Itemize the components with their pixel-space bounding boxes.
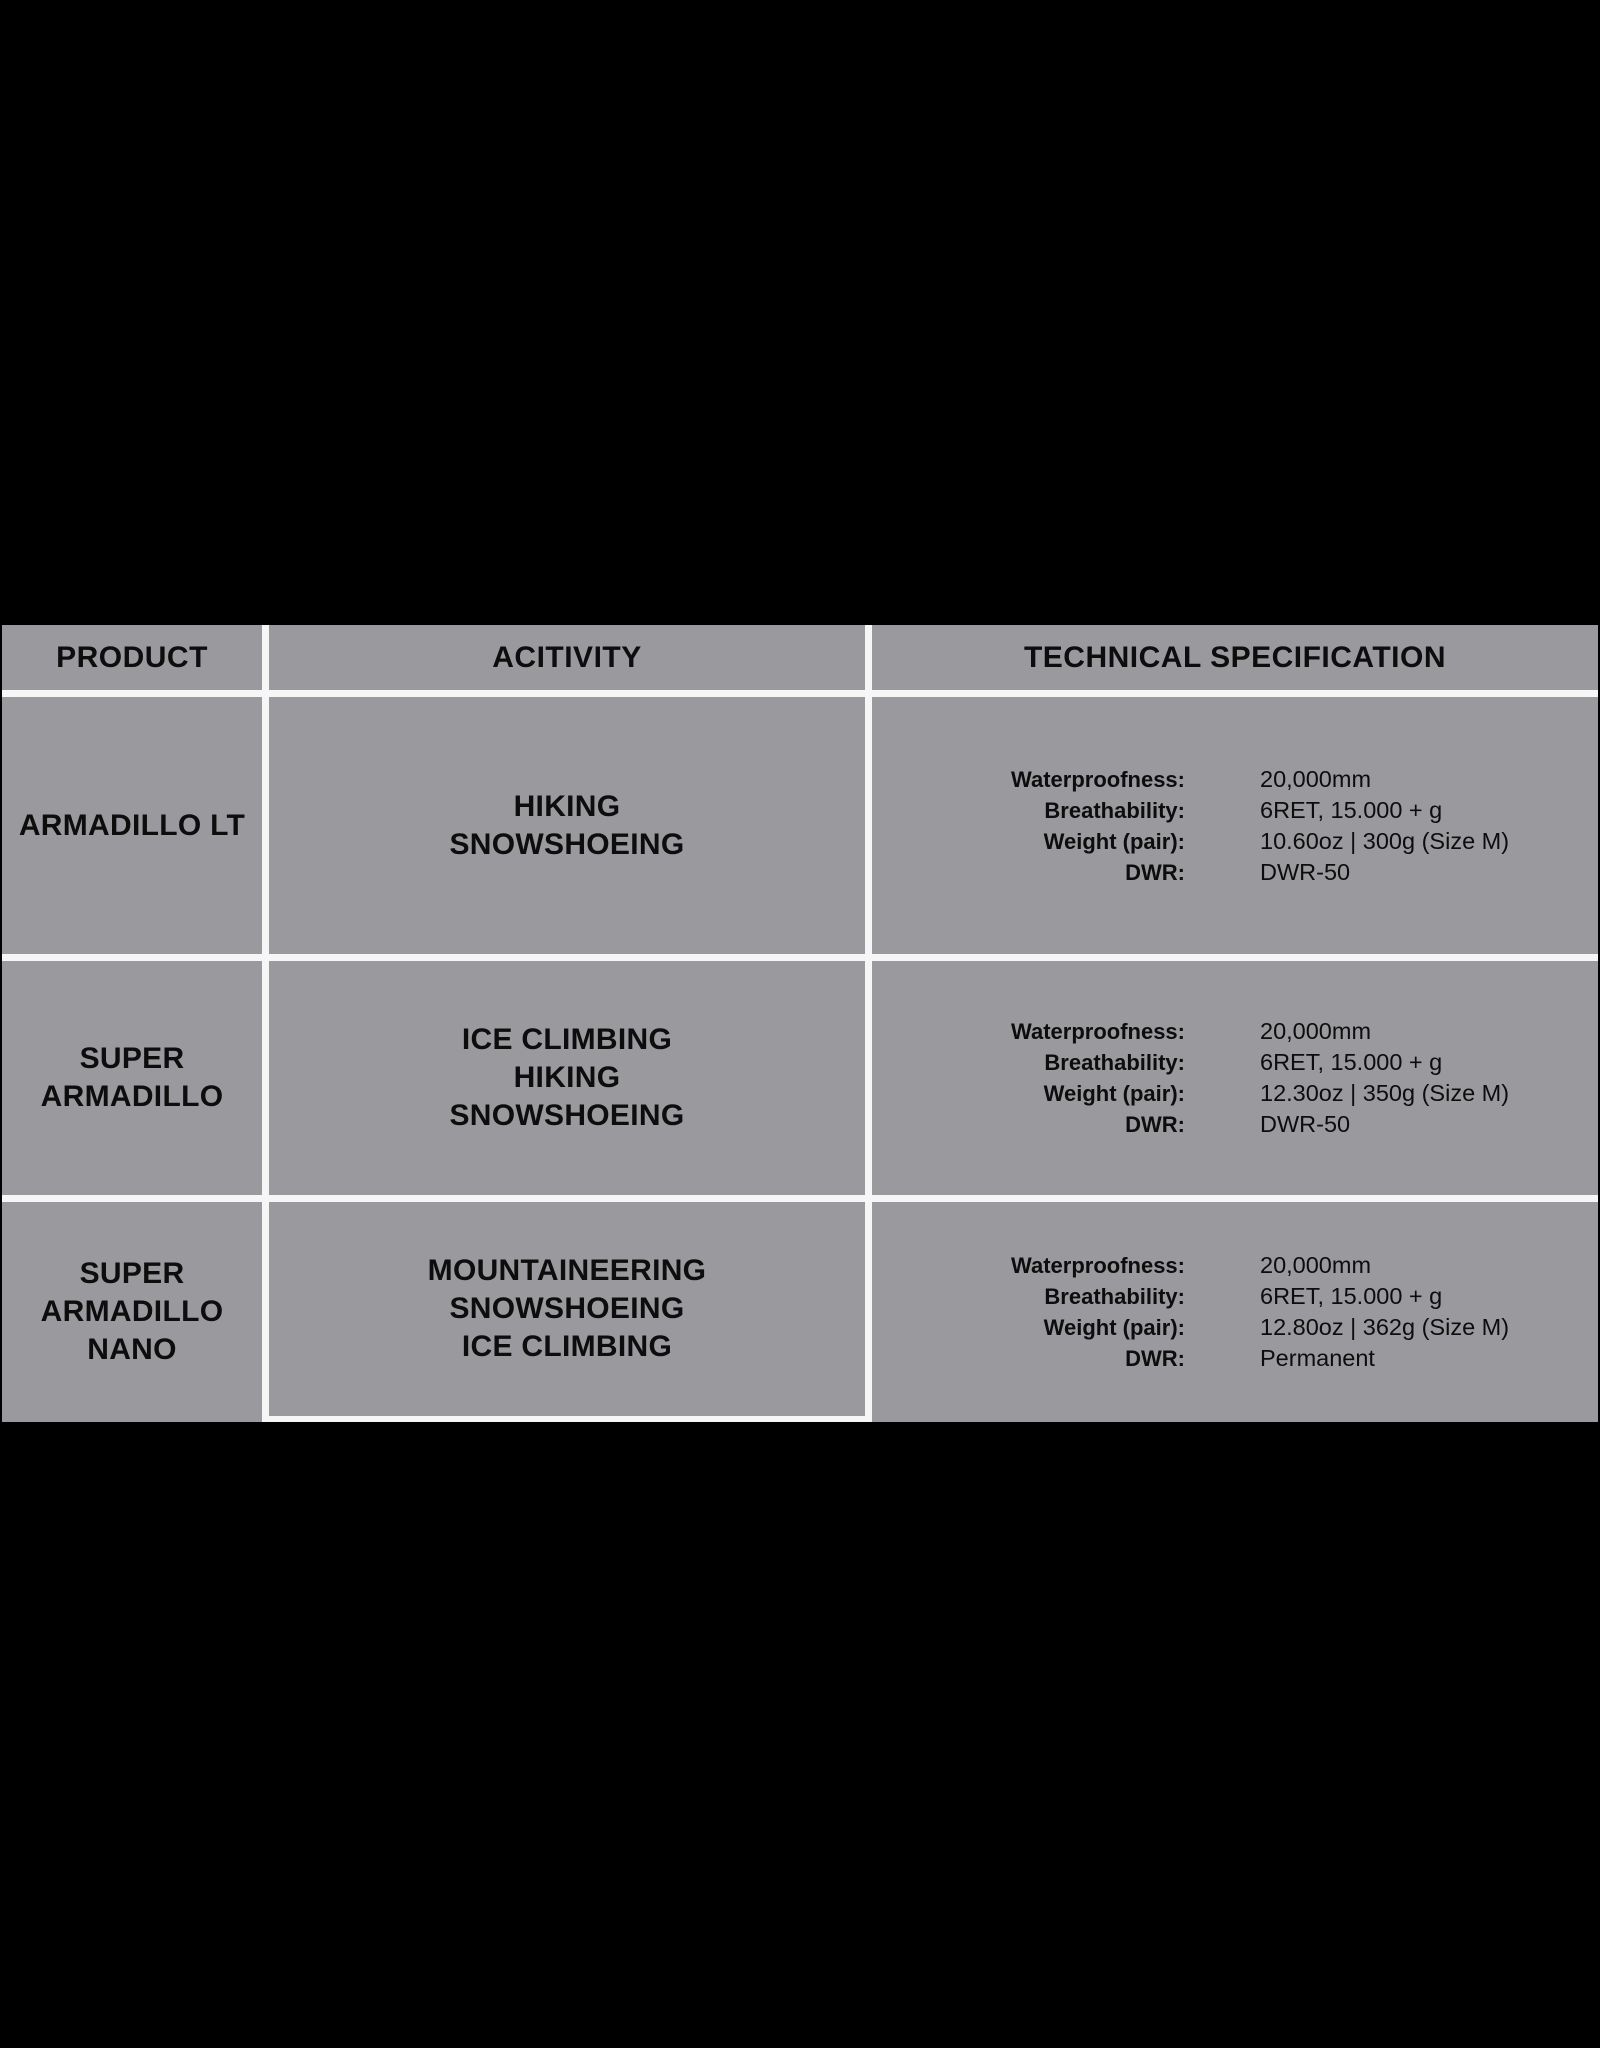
product-name-line: NANO [87, 1333, 177, 1366]
row-super-armadillo-spec-cell [872, 961, 1598, 1195]
row-armadillo-lt-product-cell [2, 697, 262, 954]
activity-line: SNOWSHOEING [449, 1292, 685, 1325]
activity-line: ICE CLIMBING [461, 1330, 673, 1363]
spec-grid [872, 1250, 1509, 1374]
spec-label-weight: Weight (pair): [1043, 828, 1185, 854]
product-name-line: ARMADILLO [40, 1295, 224, 1328]
spec-label-weight: Weight (pair): [1043, 1315, 1185, 1340]
spec-label-dwr: DWR: [1125, 1112, 1185, 1137]
spec-value-breathability: 6RET, 15.000 + g [1260, 1283, 1443, 1309]
activity-line: SNOWSHOEING [449, 827, 685, 861]
spec-label-breathability: Breathability: [1044, 797, 1185, 823]
activity-line: HIKING [513, 1061, 621, 1094]
row-super-armadillo-nano-activity-cell [269, 1202, 865, 1422]
product-name-line: SUPER [79, 1257, 185, 1290]
spec-label-waterproofness: Waterproofness: [1011, 766, 1185, 792]
spec-value-waterproofness: 20,000mm [1260, 765, 1372, 792]
spec-value-breathability: 6RET, 15.000 + g [1260, 796, 1443, 823]
row-super-armadillo-nano-product-cell [2, 1202, 262, 1422]
activity-line: MOUNTAINEERING [427, 1254, 707, 1287]
header-technical-specification-label: TECHNICAL SPECIFICATION [1023, 640, 1447, 674]
spec-label-weight: Weight (pair): [1043, 1081, 1185, 1106]
header-product [2, 625, 262, 690]
spec-value-weight: 10.60oz | 300g (Size M) [1260, 827, 1510, 854]
activity-line: HIKING [513, 789, 621, 823]
spec-grid [872, 1016, 1509, 1140]
row-super-armadillo-nano-spec-cell [872, 1202, 1598, 1422]
header-technical-specification [872, 625, 1598, 690]
spec-value-dwr: DWR-50 [1260, 858, 1351, 885]
header-product-label: PRODUCT [56, 640, 208, 674]
product-name-line: ARMADILLO [40, 1080, 224, 1113]
spec-value-weight: 12.80oz | 362g (Size M) [1260, 1314, 1510, 1340]
activity-line: SNOWSHOEING [449, 1099, 685, 1132]
spec-grid [872, 764, 1509, 888]
spec-label-dwr: DWR: [1125, 859, 1185, 885]
spec-label-breathability: Breathability: [1044, 1284, 1185, 1309]
header-activity [269, 625, 865, 690]
product-name-line: SUPER [79, 1042, 185, 1075]
spec-value-weight: 12.30oz | 350g (Size M) [1260, 1080, 1510, 1106]
spec-value-dwr: DWR-50 [1260, 1111, 1351, 1137]
spec-value-waterproofness: 20,000mm [1260, 1252, 1372, 1278]
row-super-armadillo-product-cell [2, 961, 262, 1195]
spec-value-breathability: 6RET, 15.000 + g [1260, 1049, 1443, 1075]
row-armadillo-lt-activity-cell [269, 697, 865, 954]
row-armadillo-lt-spec-cell [872, 697, 1598, 954]
spec-label-waterproofness: Waterproofness: [1011, 1253, 1185, 1278]
spec-label-dwr: DWR: [1125, 1346, 1185, 1371]
spec-value-dwr: Permanent [1260, 1345, 1375, 1371]
product-name-line: ARMADILLO LT [18, 808, 246, 842]
product-spec-table [2, 625, 1598, 1422]
header-activity-label: ACITIVITY [492, 640, 642, 674]
activity-line: ICE CLIMBING [461, 1023, 673, 1056]
row-super-armadillo-activity-cell [269, 961, 865, 1195]
spec-value-waterproofness: 20,000mm [1260, 1018, 1372, 1044]
spec-label-waterproofness: Waterproofness: [1011, 1019, 1185, 1044]
spec-label-breathability: Breathability: [1044, 1050, 1185, 1075]
